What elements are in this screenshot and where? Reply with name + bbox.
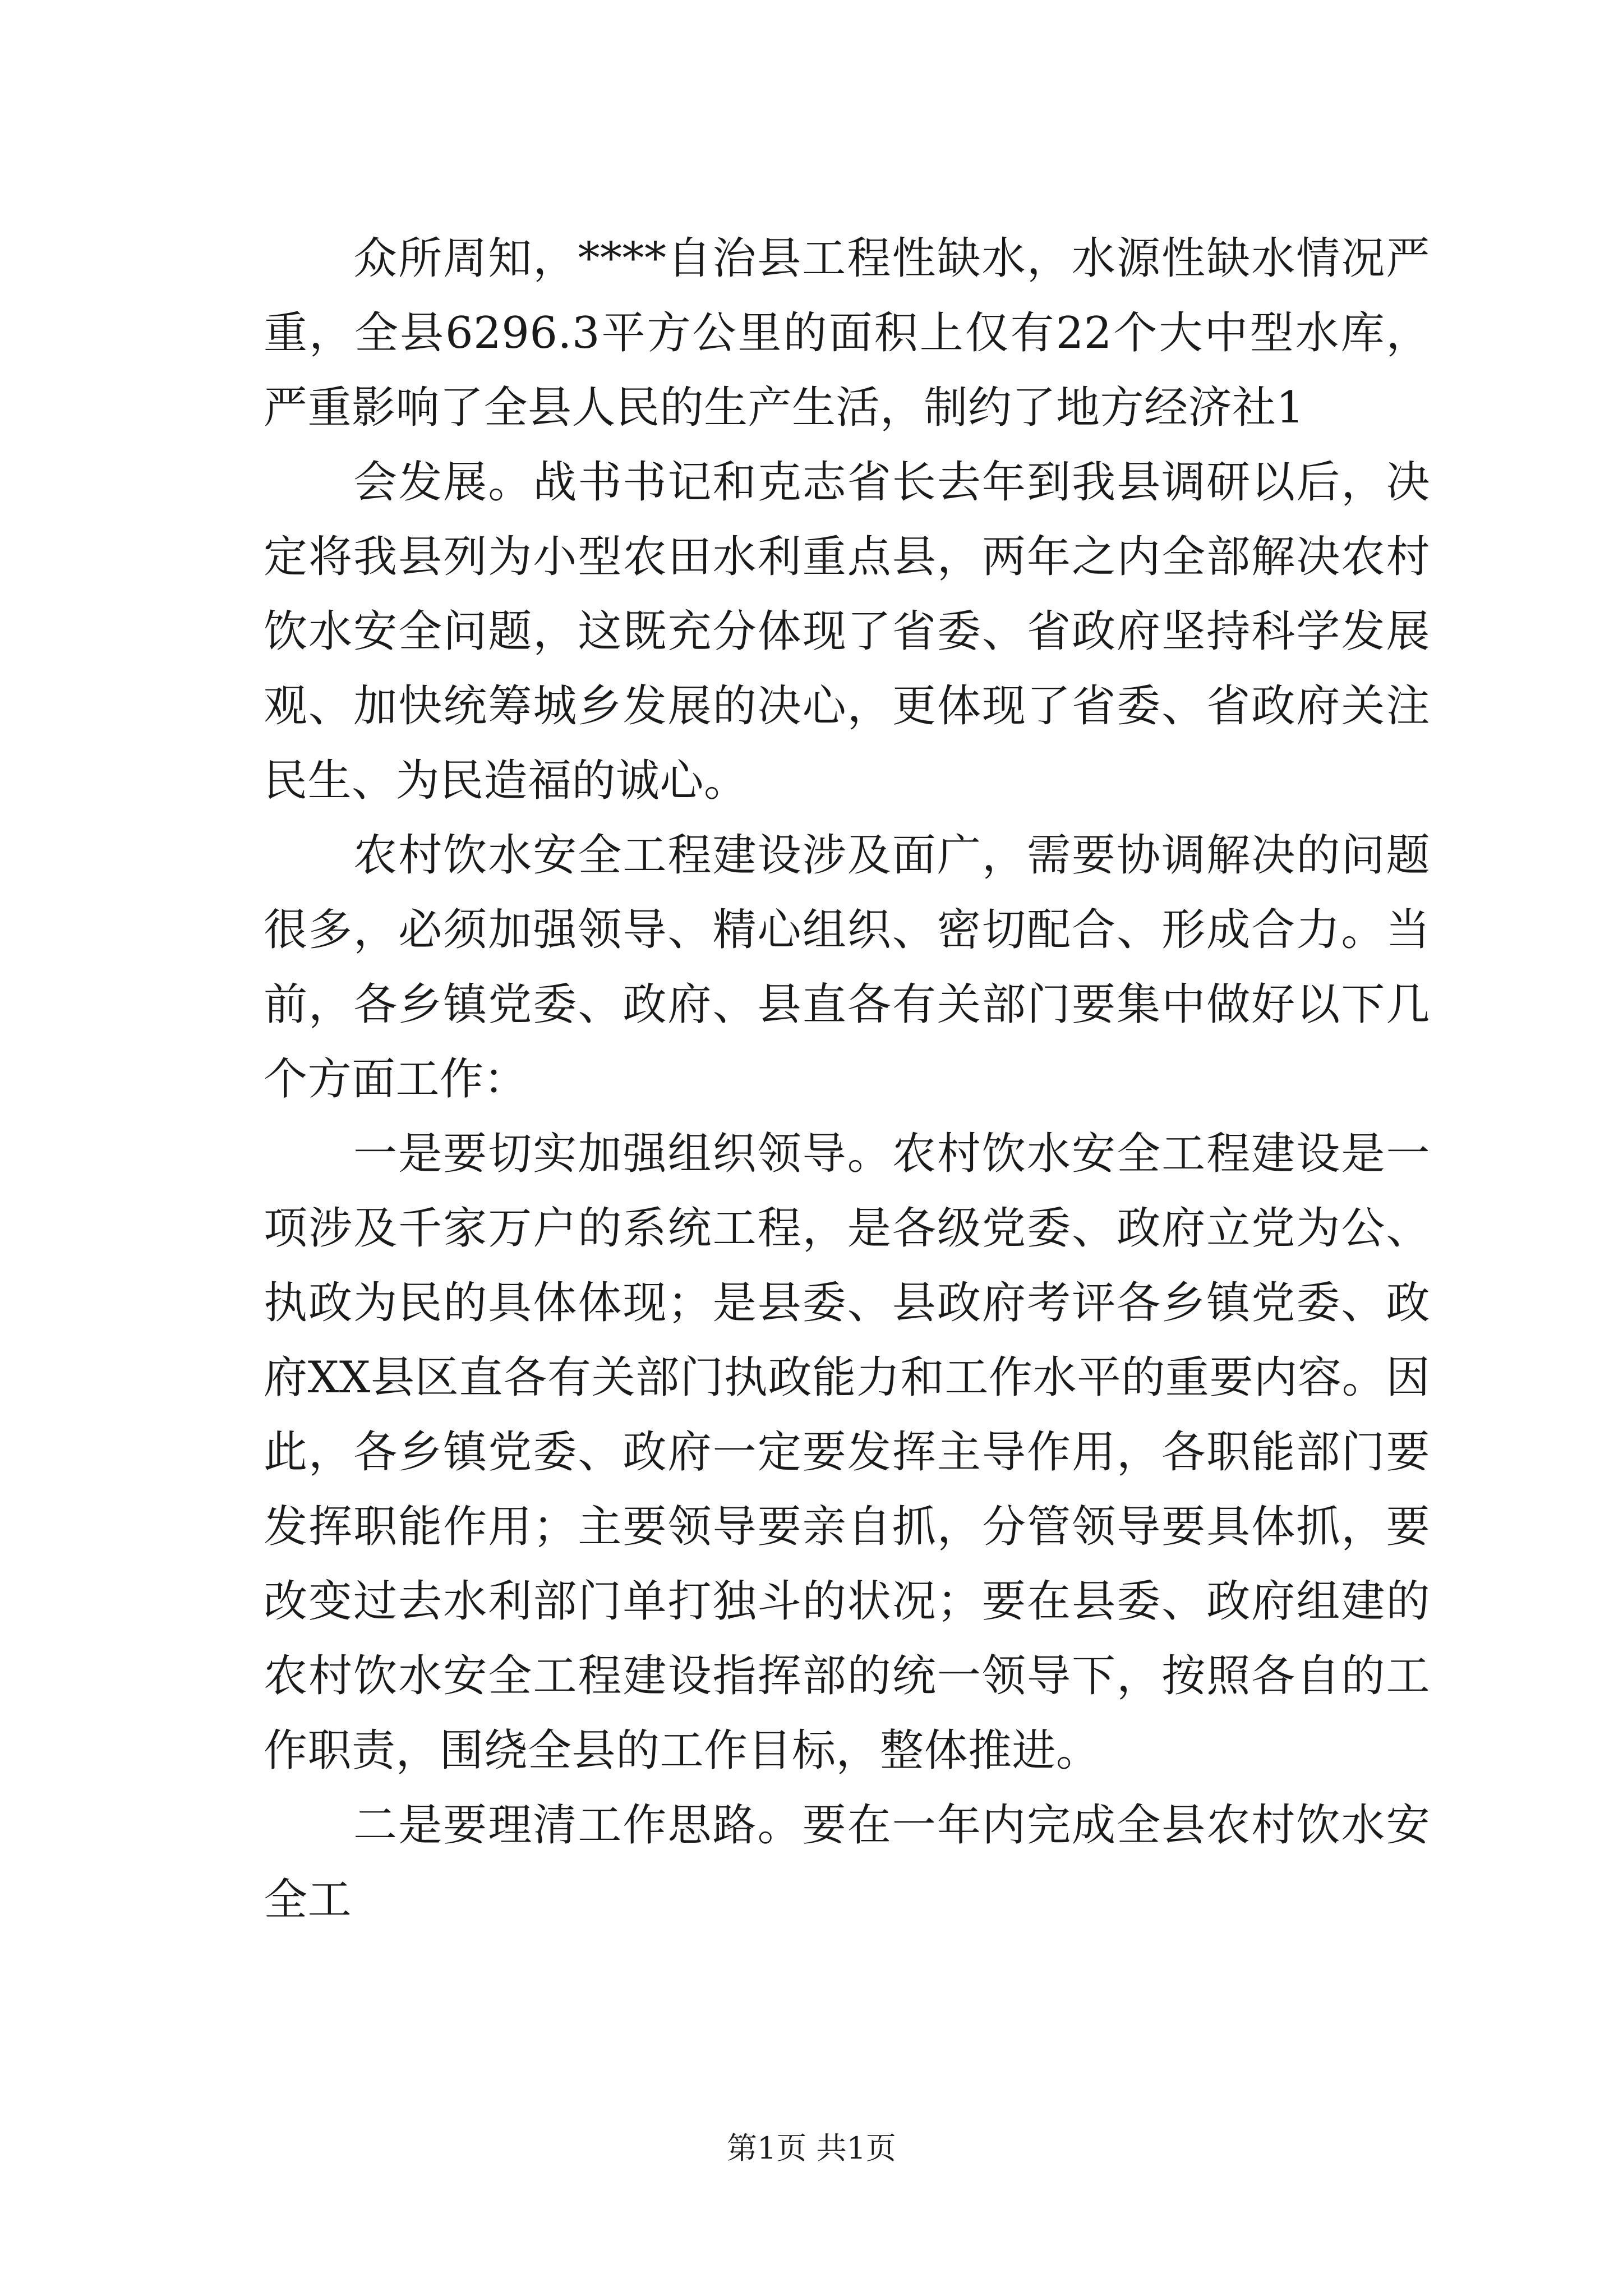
document-body [264, 222, 1430, 1938]
paragraph-4: 一是要切实加强组织领导。农村饮水安全工程建设是一项涉及千家万户的系统工程，是各级党委、政府立党为公、执政为民的具体体现；是县委、县政府考评各乡镇党委、政府XX县区直各有关部门执政能力和工作水平的重要内容。因此，各乡镇党委、政府一定要发挥主导作用，各职能部门要发挥职能作用；主要领导要亲自抓，分管领导要具体抓，要改变过去水利部门单打独斗的状况；要在县委、政府组建的农村饮水安全工程建设指挥部的统一领导下，按照各自的工作职责，围绕全县的工作目标，整体推进。 [264, 1129, 1430, 1776]
paragraph-5: 二是要理清工作思路。要在一年内完成全县农村饮水安全工 [264, 1800, 1430, 1925]
page-footer: 第1页 共1页 [727, 2131, 896, 2166]
paragraph-2: 会发展。战书书记和克志省长去年到我县调研以后，决定将我县列为小型农田水利重点县，两年之内全部解决农村饮水安全问题，这既充分体现了省委、省政府坚持科学发展观、加快统筹城乡发展的决心，更体现了省委、省政府关注民生、为民造福的诚心。 [264, 457, 1430, 806]
paragraph-3: 农村饮水安全工程建设涉及面广，需要协调解决的问题很多，必须加强领导、精心组织、密切配合、形成合力。当前，各乡镇党委、政府、县直各有关部门要集中做好以下几个方面工作： [264, 830, 1430, 1105]
paragraph-1: 众所周知，****自治县工程性缺水，水源性缺水情况严重，全县6296.3平方公里的面积上仅有22个大中型水库，严重影响了全县人民的生产生活，制约了地方经济社1 [264, 233, 1430, 433]
